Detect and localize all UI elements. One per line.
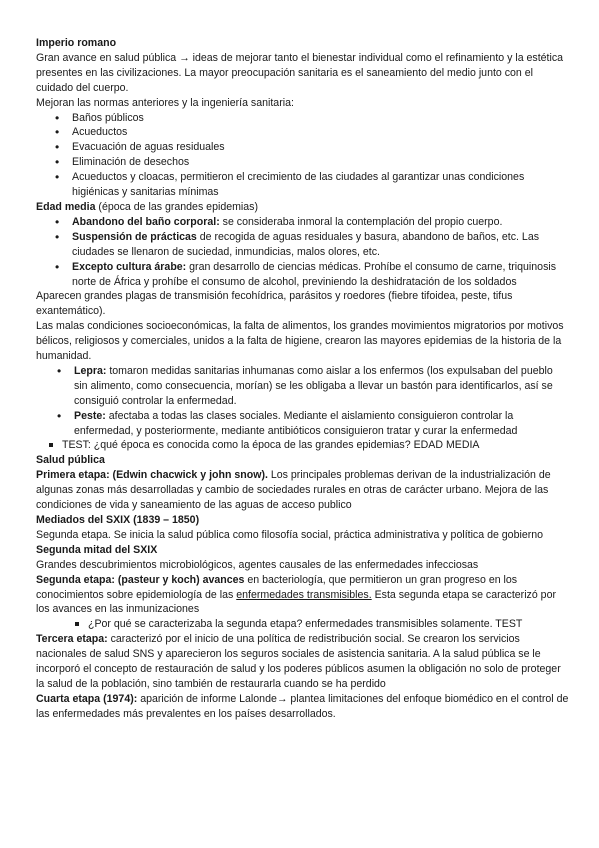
middle-ages-paragraph-2: Las malas condiciones socioeconómicas, la falta de alimentos, los grandes movimientos migratorios por motivos bélicos, religiosos y comerciales, unidos a la falta de higiene, crearon las mayores epidemias de la historia de la humanidad. [36, 320, 564, 363]
public-health-title: Salud pública [36, 454, 105, 467]
middle-ages-title: Edad media [36, 200, 96, 213]
roman-list-item: • Eliminación de desechos [72, 155, 569, 170]
roman-list-item: • Evacuación de aguas residuales [72, 140, 569, 155]
disease-item-peste: • Peste: afectaba a todas las clases sociales. Mediante el aislamiento consiguieron controlar la enfermedad, y posteriormente, mediante antibióticos consiguieron tratar y curar la enfermedad [74, 409, 569, 439]
middle-ages-list [36, 215, 569, 290]
roman-paragraph-2: Mejoran las normas anteriores y la ingeniería sanitaria: [36, 96, 294, 109]
stage-4-paragraph: Cuarta etapa (1974): aparición de informe Lalonde→ plantea limitaciones del enfoque biomédico en el control de las enfermedades más prevalentes en los países desarrollados. [36, 692, 569, 720]
roman-title: Imperio romano [36, 37, 117, 49]
test-item: TEST: ¿qué época es conocida como la época de las grandes epidemias? EDAD MEDIA [46, 438, 569, 453]
roman-list [36, 111, 569, 200]
diseases-list [36, 364, 569, 439]
test-item-2: ¿Por qué se caracterizaba la segunda etapa? enfermedades transmisibles solamente. TEST [72, 617, 569, 632]
mid-century-paragraph: Segunda etapa. Se inicia la salud pública como filosofía social, práctica administrativa y política de gobierno [36, 528, 544, 541]
stage-3-paragraph: Tercera etapa: caracterizó por el inicio de una política de redistribución social. Se crearon los servicios nacionales de salud SNS y aparecieron los seguros sociales de asistencia sanitaria. A la salud pública se le incorporó el concepto de restauración de salud y los poderes públicos asumen la obligación no solo de proteger la salud de la población, sino también de restaurarla cuando se ha perdido [36, 633, 561, 690]
middle-ages-list-item: • Abandono del baño corporal: se consideraba inmoral la contemplación del propio cuerpo. [72, 215, 569, 230]
disease-item-lepra: • Lepra: tomaron medidas sanitarias inhumanas como aislar a los enfermos (los expulsaban del pueblo sin alimento, como consecuencia, morían) se les obligaba a llevar un bastón para identificarlos, así se consiguió controlar la enfermedad. [74, 364, 569, 409]
stage-1-paragraph: Primera etapa: (Edwin chacwick y john snow). Los principales problemas derivan de la industrialización de algunas zonas más desarrolladas y cambio de sociedades rurales en otras de carácter urbano. Mejora de las condiciones de vida y saneamiento de las aguas de acceso publico [36, 469, 551, 512]
roman-list-item: • Baños públicos [72, 111, 569, 126]
stage-2-paragraph: Segunda etapa: (pasteur y koch) avances en bacteriología, que permitieron un gran progreso en los conocimientos sobre epidemiología de las enfermedades transmisibles. Esta segunda etapa se caracterizó por los avances en las inmunizaciones [36, 573, 556, 616]
test-list [36, 438, 569, 453]
mid-century-title: Mediados del SXIX (1839 – 1850) [36, 514, 200, 526]
second-half-title: Segunda mitad del SXIX [36, 543, 158, 556]
middle-ages-list-item: • Excepto cultura árabe: gran desarrollo de ciencias médicas. Prohíbe el consumo de carne, triquinosis norte de África y prohíbe el consumo de alcohol, previniendo la deshidratación de los soldados [72, 260, 569, 290]
middle-ages-list-item: • Suspensión de prácticas de recogida de aguas residuales y basura, abandono de baños, etc. Las ciudades se llenaron de suciedad, inmundicias, malos olores, etc. [72, 230, 569, 260]
roman-paragraph-1: Gran avance en salud pública → ideas de mejorar tanto el bienestar individual como el refinamiento y la estética presentes en las civilizaciones. La mayor preocupación sanitaria es el saneamiento del medio junto con el cuidado del cuerpo. [36, 51, 564, 94]
roman-list-item: • Acueductos y cloacas, permitieron el crecimiento de las ciudades al garantizar unas condiciones higiénicas y sanitarias mínimas [72, 170, 569, 200]
test-list-2 [36, 617, 569, 632]
second-half-paragraph: Grandes descubrimientos microbiológicos, agentes causales de las enfermedades infecciosas [36, 558, 479, 571]
middle-ages-subtitle: (época de las grandes epidemias) [95, 200, 259, 213]
middle-ages-paragraph-1: Aparecen grandes plagas de transmisión fecohídrica, parásitos y roedores (fiebre tifoidea, peste, tifus exantemático). [36, 290, 513, 318]
underlined-term: enfermedades transmisibles. [236, 588, 372, 601]
roman-list-item: • Acueductos [72, 125, 569, 140]
middle-ages-heading [36, 200, 569, 215]
